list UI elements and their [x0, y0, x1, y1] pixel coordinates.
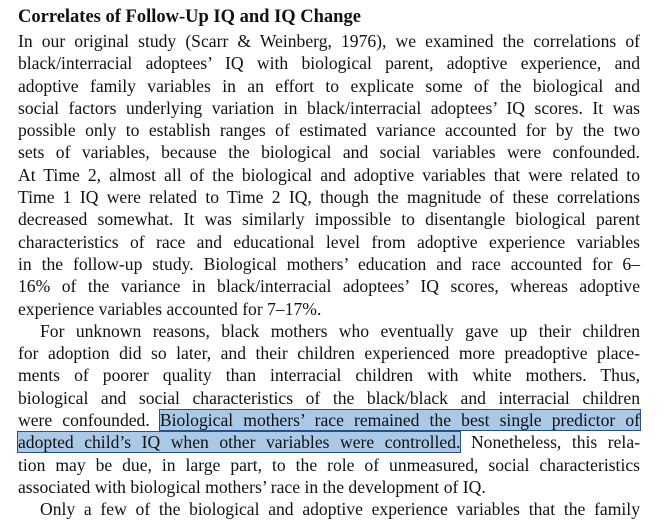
text-line: decreased somewhat. It was similarly impossible to disentangle biological parent [18, 209, 640, 230]
text-line: for adoption did so later, and their children experienced more preadoptive place- [18, 343, 640, 364]
partially-visible-line: Only a few of the biological and adoptive experience variables that the family [40, 499, 640, 520]
text-line: associated with biological mothers’ race in the development of IQ. [18, 476, 486, 497]
text-line: characteristics of race and educational level from adoptive experience variables [18, 231, 640, 252]
text-line: in the follow-up study. Biological mothers’ education and race accounted for 6– [18, 253, 640, 274]
text-line: sets of variables, because the biological and social variables were confounded. [18, 142, 640, 163]
text-line: 16% of the variance in black/interracial adoptees’ IQ scores, whereas adoptive [18, 276, 640, 297]
text-line: In our original study (Scarr & Weinberg, 1976), we examined the correlations of [18, 31, 640, 51]
text-line: social factors underlying variation in black/interracial adoptees’ IQ scores. It was [18, 97, 640, 118]
document-page [18, 6, 640, 520]
text-line-with-highlight [18, 409, 640, 431]
text-line: black/interracial adoptees’ IQ with biological parent, adoptive experience, and [18, 53, 640, 74]
text-segment: were confounded. [18, 410, 150, 431]
text-line: At Time 2, almost all of the biological and adoptive variables that were related to [18, 164, 640, 185]
text-segment: Nonetheless, this rela- [470, 432, 640, 453]
text-line: biological and social characteristics of the black/black and interracial children [18, 387, 640, 408]
text-line: possible only to establish ranges of estimated variance accounted for by the two [18, 120, 640, 141]
section-heading: Correlates of Follow-Up IQ and IQ Change [18, 7, 361, 27]
text-line: ments of poorer quality than interracial children with white mothers. Thus, [18, 365, 640, 386]
highlighted-text-selection[interactable]: Biological mothers’ race remained the best single predictor of [159, 410, 640, 431]
text-line-with-highlight [18, 431, 640, 453]
text-line: experience variables accounted for 7–17%. [18, 298, 322, 319]
text-line: Time 1 IQ were related to Time 2 IQ, though the magnitude of these correlations [18, 187, 640, 208]
text-line: tion may be due, in large part, to the role of unmeasured, social characteristics [18, 454, 640, 475]
paragraph-1 [18, 30, 640, 320]
paragraph-2 [18, 320, 640, 498]
text-line: For unknown reasons, black mothers who eventually gave up their children [40, 320, 640, 341]
highlighted-text-selection[interactable]: adopted child’s IQ when other variables were controlled. [18, 432, 461, 453]
text-line: adoptive family variables in an effort to explicate some of the biological and [18, 75, 640, 96]
